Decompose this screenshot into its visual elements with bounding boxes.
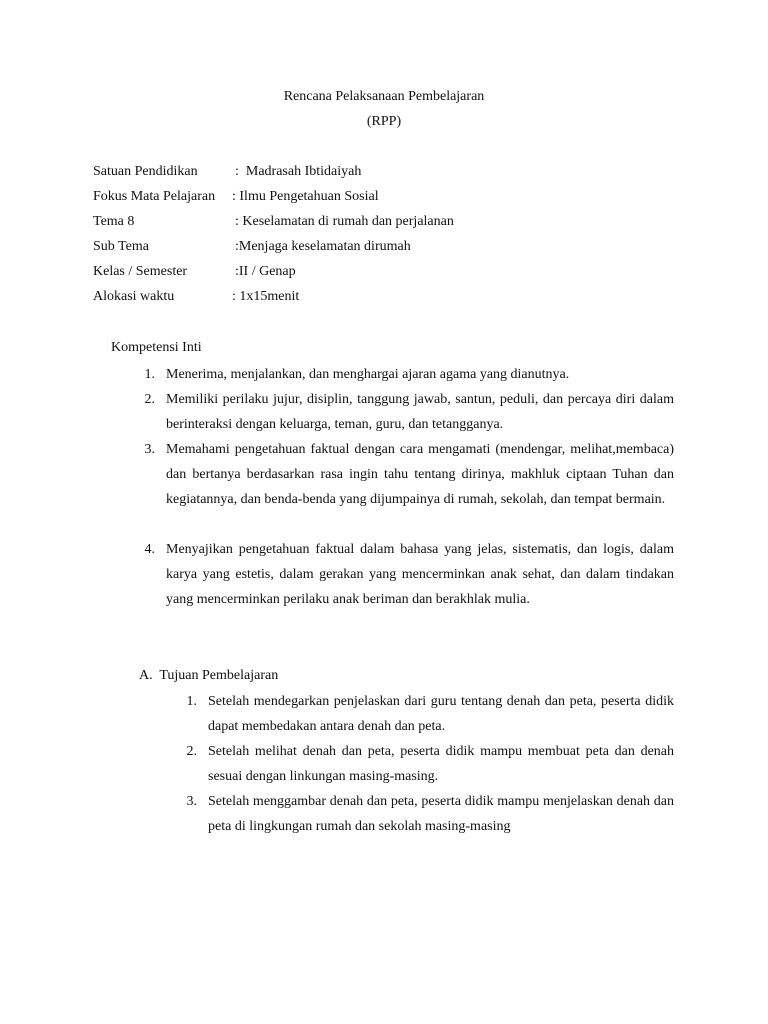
- document-subtitle: (RPP): [366, 114, 402, 129]
- identity-label-alokasi: Alokasi waktu: [93, 289, 175, 304]
- identity-label-tema: Tema 8: [93, 214, 135, 229]
- list-item: Memahami pengetahuan faktual dengan cara mengamati (mendengar, melihat,membaca) dan bertanya berdasarkan rasa ingin tahu tentang dirinya, makhluk ciptaan Tuhan dan kegiatannya, dan benda-benda yang dijumpainya di rumah, sekolah, dan tempat bermain.: [166, 442, 674, 507]
- identity-label-fokus: Fokus Mata Pelajaran: [93, 189, 216, 204]
- identity-value-subtema: :Menjaga keselamatan dirumah: [235, 239, 411, 254]
- identity-label-satuan: Satuan Pendidikan: [93, 164, 198, 179]
- identity-value-fokus: : Ilmu Pengetahuan Sosial: [232, 189, 379, 204]
- list-item: Setelah melihat denah dan peta, peserta didik mampu membuat peta dan denah sesuai dengan linkungan masing-masing.: [208, 744, 674, 784]
- document-title: Rencana Pelaksanaan Pembelajaran: [283, 89, 485, 104]
- list-item-number: 2.: [144, 392, 155, 407]
- identity-value-alokasi: : 1x15menit: [232, 289, 300, 304]
- identity-label-subtema: Sub Tema: [93, 239, 149, 254]
- list-item-number: 3.: [144, 442, 155, 457]
- list-item-number: 3.: [186, 794, 197, 809]
- list-item: Setelah menggambar denah dan peta, peserta didik mampu menjelaskan denah dan peta di lingkungan rumah dan sekolah masing-masing: [208, 794, 674, 834]
- list-item: Setelah mendegarkan penjelaskan dari guru tentang denah dan peta, peserta didik dapat membedakan antara denah dan peta.: [208, 694, 674, 734]
- identity-value-kelas: :II / Genap: [235, 264, 296, 279]
- identity-label-kelas: Kelas / Semester: [93, 264, 188, 279]
- list-item-number: 4.: [144, 542, 155, 557]
- tujuan-pembelajaran-heading: A. Tujuan Pembelajaran: [139, 668, 279, 683]
- identity-value-tema: : Keselamatan di rumah dan perjalanan: [235, 214, 454, 229]
- identity-value-satuan: : Madrasah Ibtidaiyah: [235, 164, 362, 179]
- list-item: Menyajikan pengetahuan faktual dalam bahasa yang jelas, sistematis, dan logis, dalam karya yang estetis, dalam gerakan yang mencerminkan anak sehat, dan dalam tindakan yang mencerminkan perilaku anak beriman dan berakhlak mulia.: [166, 542, 674, 607]
- kompetensi-inti-heading: Kompetensi Inti: [111, 340, 202, 355]
- list-item-number: 1.: [144, 367, 155, 382]
- list-item: Memiliki perilaku jujur, disiplin, tanggung jawab, santun, peduli, dan percaya diri dalam berinteraksi dengan keluarga, teman, guru, dan tetangganya.: [166, 392, 674, 432]
- list-item-number: 2.: [186, 744, 197, 759]
- list-item-number: 1.: [186, 694, 197, 709]
- list-item: Menerima, menjalankan, dan menghargai ajaran agama yang dianutnya.: [166, 367, 570, 382]
